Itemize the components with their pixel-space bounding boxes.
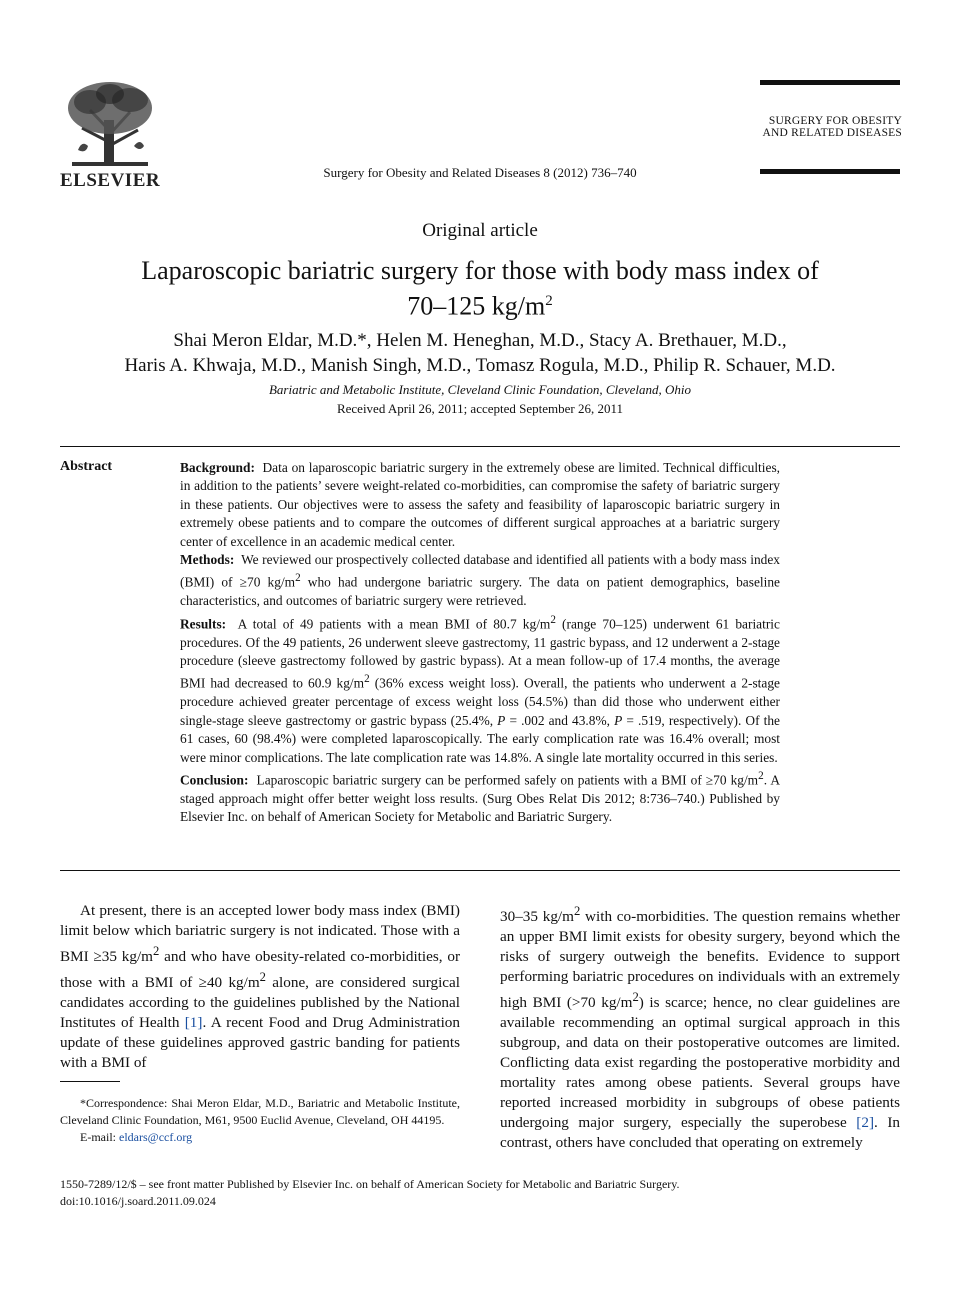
author-list bbox=[50, 328, 910, 378]
abstract-label: Abstract bbox=[60, 459, 113, 474]
page-footer bbox=[60, 1176, 920, 1210]
issn-line: 1550-7289/12/$ – see front matter Published by Elsevier Inc. on behalf of American Society for Metabolic and Bariatric Surgery. bbox=[60, 1177, 680, 1191]
received-dates: Received April 26, 2011; accepted September 26, 2011 bbox=[336, 401, 624, 416]
article-title bbox=[60, 255, 900, 322]
doi: doi:10.1016/j.soard.2011.09.024 bbox=[60, 1194, 216, 1208]
reference-link-2[interactable]: [2] bbox=[856, 1114, 875, 1132]
journal-name-line2: AND RELATED DISEASES bbox=[762, 127, 902, 139]
footnote-rule bbox=[60, 1081, 120, 1082]
header-rule-bottom bbox=[760, 169, 900, 174]
body-paragraph-continued: 30–35 $kg/m^2$ with co-morbidities. The question remains whether an upper BMI limit exists for obesity surgery, beyond which the risks of surgery outweigh the benefits. Evidence to support performing bariatric procedures on individuals with an extremely high BMI (>70 $kg/m^2$) is scarce; hence, no clear guidelines are available recommending an optimal surgical approach in this subgroup, and data on their postoperative outcomes are limited. Conflicting data exist regarding the postoperative morbidity and mortality rates among obese patients. Several groups have reported increased morbidity in subgroups of obese patients undergoing major surgery, especially the superobese [2]. In contrast, others have concluded that operating on extremely bbox=[500, 904, 900, 1152]
article-type: Original article bbox=[422, 220, 538, 241]
title-line1: Laparoscopic bariatric surgery for those with body mass index of bbox=[141, 256, 819, 285]
abstract-background: Background: Data on laparoscopic bariatric surgery in the extremely obese are limited. Technical difficulties, in addition to the patients’ severe weight-related co-morbidities, can compromise the safety of bariatric surgery in these patients. Our objectives were to assess the safety and feasibility of laparoscopic bariatric surgery in extremely obese patients and to compare the outcomes of different surgical approaches at a bariatric surgery center of excellence in an academic medical center. bbox=[180, 460, 780, 549]
abstract-conclusion: Conclusion: Laparoscopic bariatric surgery can be performed safely on patients with a BMI of ≥70 $kg/m^2$. A staged approach might offer better weight loss results. (Surg Obes Relat Dis 2012; 8:736–740.) Published by Elsevier Inc. on behalf of American Society for Metabolic and Bariatric Surgery. bbox=[180, 769, 780, 825]
abstract-rule-bottom bbox=[60, 870, 900, 871]
journal-name-line1: SURGERY FOR OBESITY bbox=[768, 115, 902, 127]
tree-icon bbox=[60, 80, 160, 168]
body-paragraph: At present, there is an accepted lower body mass index (BMI) limit below which bariatric surgery is not indicated. Those with a BMI ≥35 $kg/m^2$ and who have obesity-related co-morbidities, or those with a BMI of ≥40 $kg/m^2$ alone, are considered surgical candidates according to the guidelines published by the National Institutes of Health [1]. A recent Food and Drug Administration update of these guidelines approved gastric banding for patients with a BMI of bbox=[60, 902, 460, 1072]
affiliation: Bariatric and Metabolic Institute, Cleveland Clinic Foundation, Cleveland, Ohio bbox=[268, 382, 692, 397]
authors-line2: Haris A. Khwaja, M.D., Manish Singh, M.D., Tomasz Rogula, M.D., Philip R. Schauer, M.D. bbox=[124, 355, 836, 376]
abstract-rule-top bbox=[60, 446, 900, 447]
body-column-right bbox=[500, 901, 900, 1153]
correspondence-text: *Correspondence: Shai Meron Eldar, M.D., Bariatric and Metabolic Institute, Cleveland Clinic Foundation, M61, 9500 Euclid Avenue, Cleveland, OH 44195. bbox=[60, 1096, 460, 1127]
correspondence-footnote bbox=[60, 1095, 460, 1146]
authors-line1: Shai Meron Eldar, M.D.*, Helen M. Heneghan, M.D., Stacy A. Brethauer, M.D., bbox=[173, 330, 787, 351]
abstract-text bbox=[180, 459, 780, 827]
journal-name bbox=[740, 115, 902, 139]
email-line: E-mail: eldars@ccf.org bbox=[80, 1130, 193, 1144]
journal-citation: Surgery for Obesity and Related Diseases 8 (2012) 736–740 bbox=[323, 165, 637, 180]
email-link[interactable]: eldars@ccf.org bbox=[119, 1130, 193, 1144]
abstract-results: Results: A total of 49 patients with a mean BMI of 80.7 $kg/m^2$ (range 70–125) underwent 61 bariatric procedures. Of the 49 patients, 26 underwent sleeve gastrectomy, 11 gastric bypass, and 12 underwent a 2-stage procedure (sleeve gastrectomy followed by gastric bypass). At a mean follow-up of 17.4 months, the average BMI had decreased to 60.9 $kg/m^2$ (36% excess weight loss). Overall, the patients who underwent a 2-stage procedure achieved greater percentage of excess weight loss (54.5%) than did those who underwent either single-stage sleeve gastrectomy or gastric bypass (25.4%, P = .002 and 43.8%, P = .519, respectively). Of the 61 cases, 60 (98.4%) were completed laparoscopically. The early complication rate was 16.4% overall; most were minor complications. The late complication rate was 14.8%. A single late mortality occurred in this series. bbox=[180, 613, 781, 765]
body-column-left bbox=[60, 901, 460, 1073]
abstract-methods: Methods: We reviewed our prospectively collected database and identified all patients with a body mass index (BMI) of ≥70 $kg/m^2$ who had undergone bariatric surgery. The data on patient demographics, baseline characteristics, and outcomes of bariatric surgery were retrieved. bbox=[180, 552, 780, 609]
title-line2: 70–125 $kg/m^2$ bbox=[407, 291, 553, 321]
header-rule-top bbox=[760, 80, 900, 85]
reference-link-1[interactable]: [1] bbox=[184, 1014, 203, 1032]
publisher-name: ELSEVIER bbox=[60, 170, 161, 191]
